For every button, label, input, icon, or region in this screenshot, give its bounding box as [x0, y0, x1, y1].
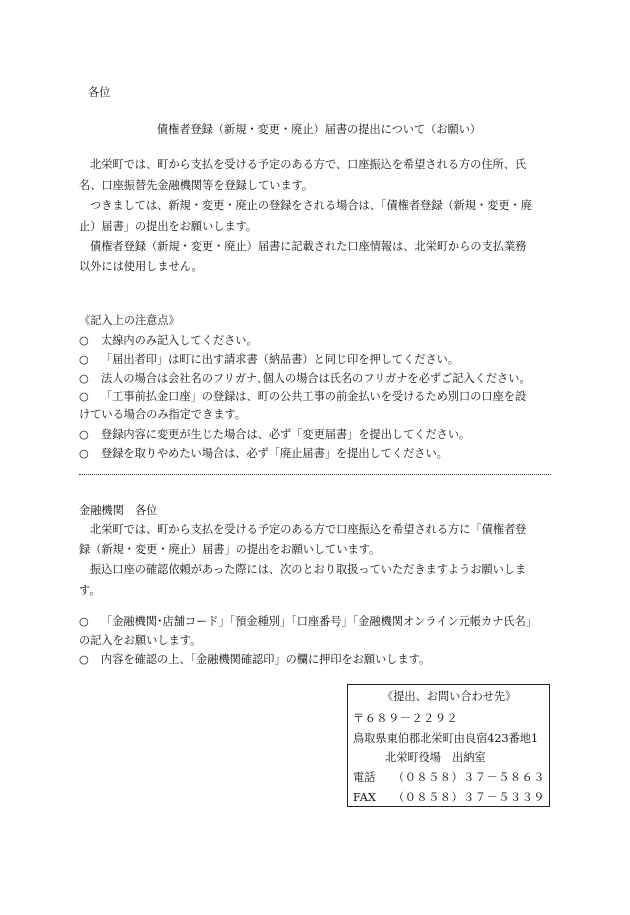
bullet-mark: ○	[79, 447, 89, 460]
residents-paragraph-line: 名、口座振替先金融機関等を登録しています。	[79, 179, 314, 192]
notes-item-text: 登録を取りやめたい場合は、必ず「廃止届書」を提出してください。	[101, 447, 448, 460]
contact-tel-label: 電話	[353, 771, 376, 784]
contact-tel-number: （０８５８）３７－５８６３	[393, 771, 545, 784]
contact-fax-label: FAX	[353, 791, 376, 804]
banks-paragraph-line: 北栄町では、町から支払を受ける予定のある方で口座振込を希望される方に「債権者登	[90, 523, 527, 536]
notes-item-text: 太線内のみ記入してください。	[101, 334, 258, 347]
notes-item	[79, 352, 559, 367]
banks-paragraph-line: 録（新規・変更・廃止）届書」の提出をお願いしています。	[79, 543, 381, 556]
notes-item	[79, 371, 559, 386]
notes-item-text: 登録内容に変更が生じた場合は、必ず「変更届書」を提出してください。	[101, 428, 471, 441]
banks-item	[79, 614, 559, 629]
notes-item-text: 法人の場合は会社名のフリガナ､個人の場合は氏名のフリガナを必ずご記入ください。	[101, 372, 531, 385]
notes-item	[79, 427, 559, 442]
bullet-mark: ○	[79, 372, 89, 385]
notes-item-continuation: けている場合のみ指定できます。	[79, 408, 246, 421]
dotted-divider	[79, 474, 551, 475]
residents-addressee: 各位	[88, 86, 111, 99]
notes-item	[79, 389, 559, 404]
contact-address: 鳥取県東伯郡北栄町由良宿423番地1	[353, 732, 539, 745]
residents-paragraph-line: つきましては、新規・変更・廃止の登録をされる場合は、「債権者登録（新規・変更・廃	[90, 199, 532, 212]
bullet-mark: ○	[79, 428, 89, 441]
banks-item	[79, 652, 559, 667]
notes-heading: 《記入上の注意点》	[79, 314, 180, 327]
notes-item	[79, 446, 559, 461]
notes-item-text: 「届出者印」は町に出す請求書（納品書）と同じ印を押してください。	[101, 353, 460, 366]
residents-paragraph-line: 北栄町では、町から支払を受ける予定のある方で、口座振込を希望される方の住所、氏	[90, 158, 527, 171]
contact-office: 北栄町役場 出納室	[385, 751, 486, 764]
residents-paragraph-line: 債権者登録（新規・変更・廃止）届書に記載された口座情報は、北栄町からの支払業務	[90, 240, 527, 253]
contact-heading: 《提出、お問い合わせ先》	[382, 690, 517, 703]
document-title: 債権者登録（新規・変更・廃止）届書の提出について（お願い）	[156, 123, 482, 136]
contact-fax-number: （０８５８）３７－５３３９	[393, 791, 545, 804]
residents-paragraph-line: 止）届書」の提出をお願いします。	[79, 220, 258, 233]
contact-postal-code: 〒６８９－２２９２	[353, 712, 459, 725]
banks-item-text: 内容を確認の上、「金融機関確認印」の欄に押印をお願いします。	[101, 653, 431, 666]
banks-paragraph-line: す。	[79, 584, 101, 597]
banks-paragraph-line: 振込口座の確認依頼があった際には、次のとおり取扱っていただきますようお願いしま	[90, 563, 527, 576]
bullet-mark: ○	[79, 334, 89, 347]
notes-item-text: 「工事前払金口座」の登録は、町の公共工事の前金払いを受けるため別口の口座を設	[101, 390, 527, 403]
bullet-mark: ○	[79, 615, 89, 628]
residents-paragraph-line: 以外には使用しません。	[79, 260, 203, 273]
bullet-mark: ○	[79, 390, 89, 403]
notes-item	[79, 333, 559, 348]
banks-item-continuation: の記入をお願いします。	[79, 634, 202, 647]
banks-item-text: 「金融機関･店舗コード」「預金種別」「口座番号」「金融機関オンライン元帳カナ氏名」	[101, 615, 537, 628]
bullet-mark: ○	[79, 353, 89, 366]
bullet-mark: ○	[79, 653, 89, 666]
banks-addressee: 金融機関 各位	[79, 504, 158, 517]
